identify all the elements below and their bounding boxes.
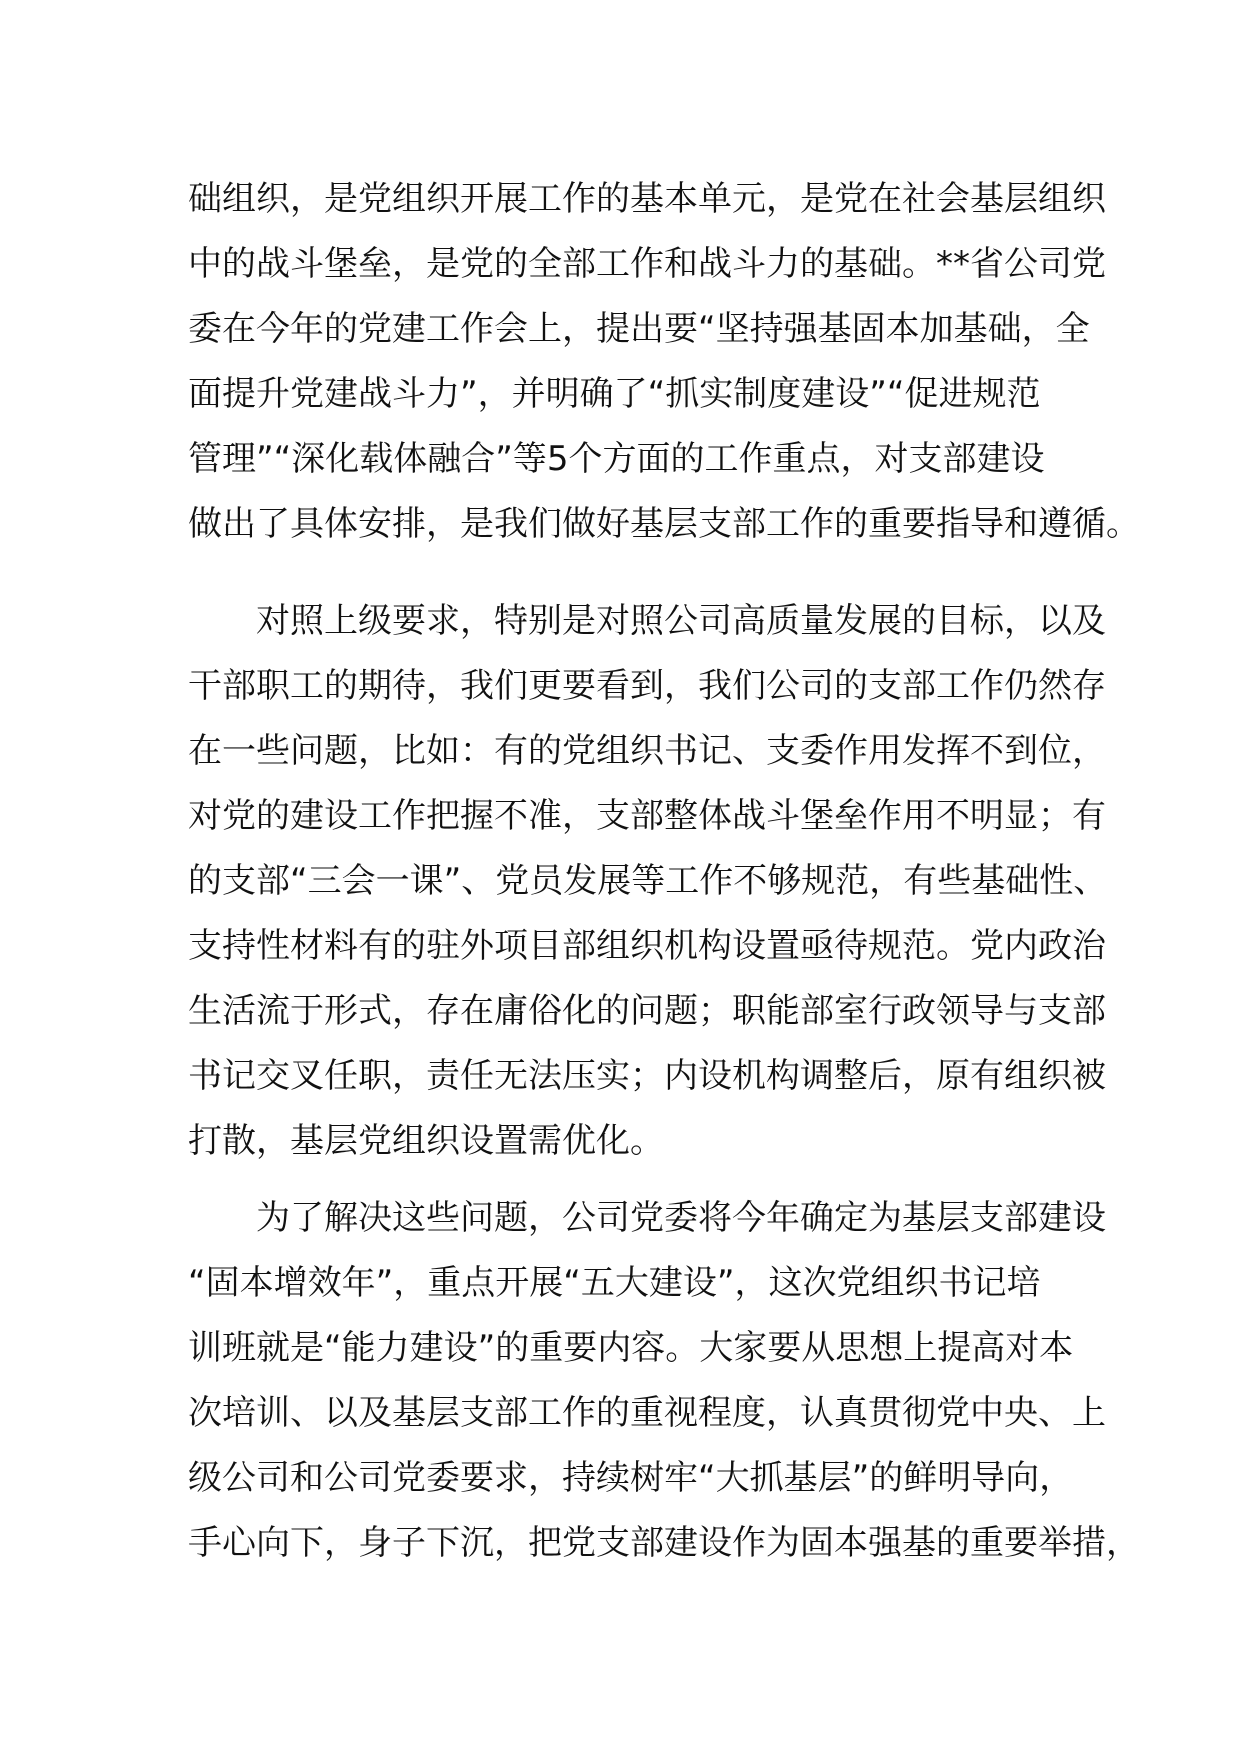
paragraph-line: 中的战斗堡垒，是党的全部工作和战斗力的基础。**省公司党	[188, 244, 1106, 284]
paragraph-line: 书记交叉任职，责任无法压实；内设机构调整后，原有组织被	[188, 1056, 1106, 1096]
paragraph-line: 生活流于形式，存在庸俗化的问题；职能部室行政领导与支部	[188, 991, 1106, 1031]
paragraph-line: 干部职工的期待，我们更要看到，我们公司的支部工作仍然存	[188, 666, 1106, 706]
paragraph-line: 次培训、以及基层支部工作的重视程度，认真贯彻党中央、上	[188, 1393, 1106, 1433]
paragraph-line: 训班就是“能力建设”的重要内容。大家要从思想上提高对本	[188, 1328, 1074, 1368]
paragraph-1	[188, 167, 1140, 557]
paragraph-line: 的支部“三会一课”、党员发展等工作不够规范，有些基础性、	[188, 861, 1108, 901]
paragraph-line: 对照上级要求，特别是对照公司高质量发展的目标，以及	[188, 601, 1106, 641]
paragraph-line: 打散，基层党组织设置需优化。	[188, 1121, 664, 1161]
paragraph-line: 支持性材料有的驻外项目部组织机构设置亟待规范。党内政治	[188, 926, 1106, 966]
paragraph-line: 级公司和公司党委要求，持续树牢“大抓基层”的鲜明导向，	[188, 1458, 1074, 1498]
paragraph-line: 为了解决这些问题，公司党委将今年确定为基层支部建设	[188, 1198, 1106, 1238]
paragraph-line: 做出了具体安排，是我们做好基层支部工作的重要指导和遵循。	[188, 504, 1140, 544]
paragraph-line: 手心向下，身子下沉，把党支部建设作为固本强基的重要举措，	[188, 1523, 1140, 1563]
paragraph-line: 础组织，是党组织开展工作的基本单元，是党在社会基层组织	[188, 179, 1106, 219]
paragraph-line: 对党的建设工作把握不准，支部整体战斗堡垒作用不明显；有	[188, 796, 1106, 836]
paragraph-line: 在一些问题，比如：有的党组织书记、支委作用发挥不到位，	[188, 731, 1106, 771]
paragraph-line: “固本增效年”，重点开展“五大建设”，这次党组织书记培	[188, 1263, 1041, 1303]
paragraph-2	[188, 589, 1108, 1174]
paragraph-line: 管理”“深化载体融合”等5个方面的工作重点，对支部建设	[188, 439, 1045, 479]
paragraph-line: 面提升党建战斗力”，并明确了“抓实制度建设”“促进规范	[188, 374, 1041, 414]
paragraph-3	[188, 1186, 1140, 1576]
paragraph-line: 委在今年的党建工作会上，提出要“坚持强基固本加基础，全	[188, 309, 1090, 349]
